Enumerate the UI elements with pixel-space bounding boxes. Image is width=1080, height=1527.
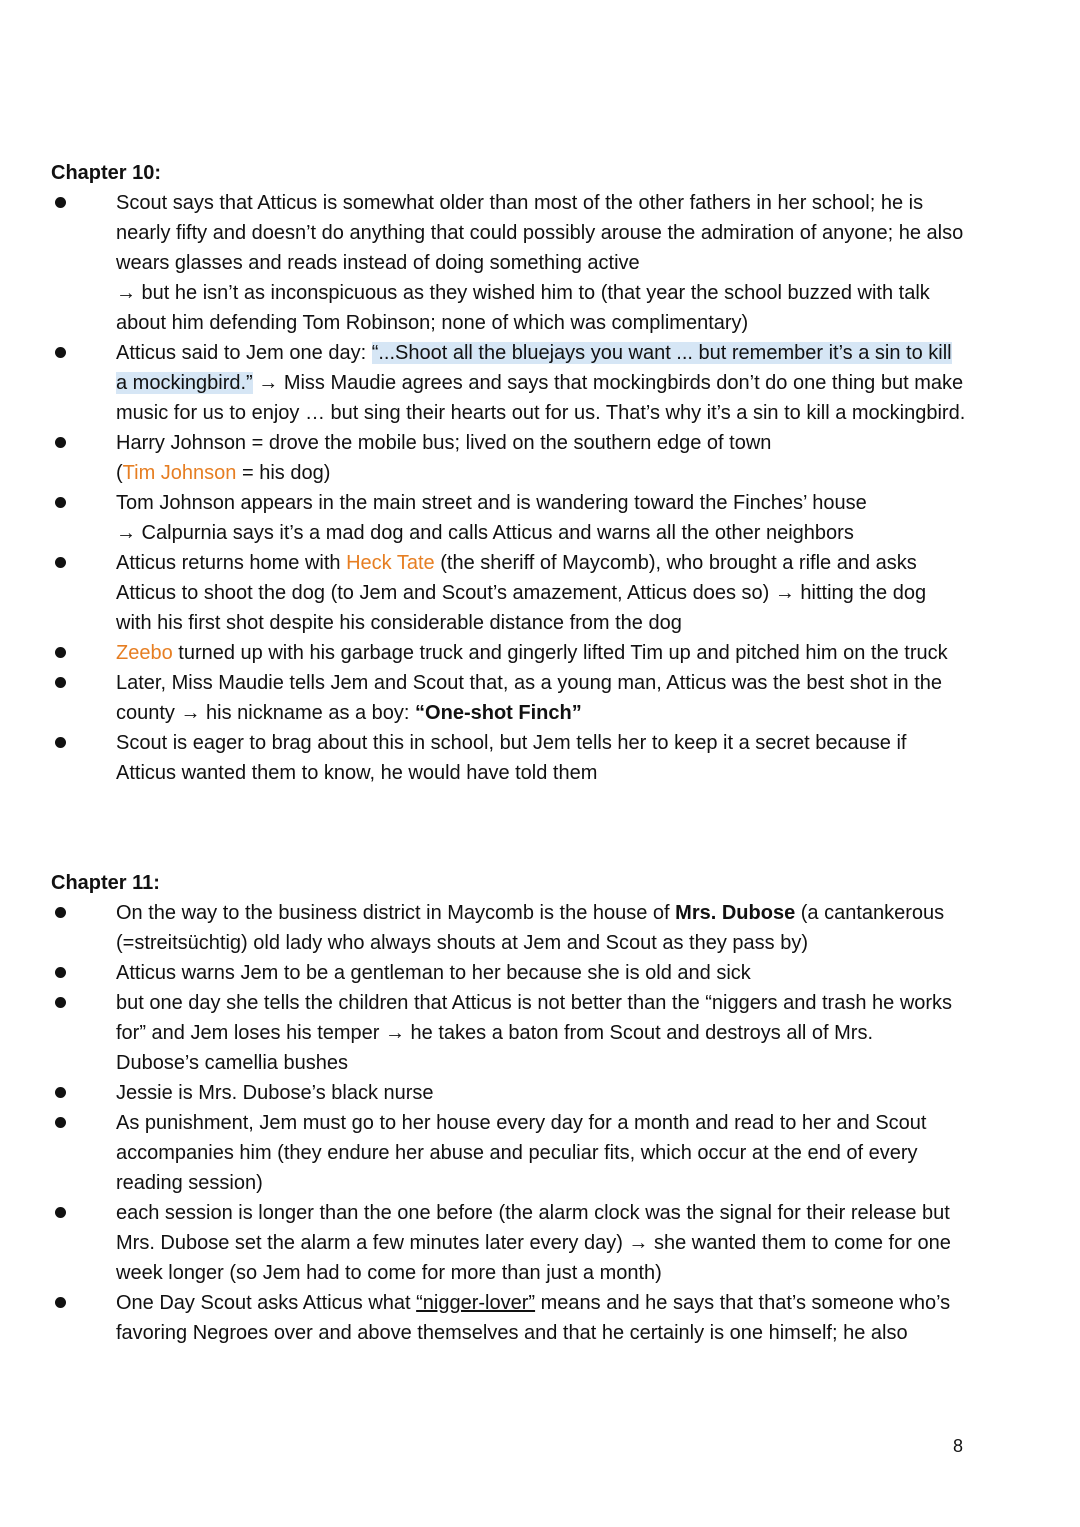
list-item [116, 488, 1051, 548]
text-line: → but he isn’t as inconspicuous as they wished him to (that year the school buzzed with talk [116, 282, 930, 304]
text-run: = his dog) [236, 462, 331, 484]
list-item [116, 1288, 1051, 1348]
bullet [55, 967, 66, 978]
text-line: Mrs. Dubose set the alarm a few minutes later every day) → she wanted them to come for one [116, 1232, 951, 1254]
text-line: (=streitsüchtig) old lady who always shouts at Jem and Scout as they pass by) [116, 932, 809, 954]
list-item [116, 1108, 1051, 1198]
text-line: → Calpurnia says it’s a mad dog and calls Atticus and warns all the other neighbors [116, 522, 854, 544]
chapter-11-heading: Chapter 11: [51, 872, 160, 894]
text-line: each session is longer than the one before (the alarm clock was the signal for their release but [116, 1202, 950, 1224]
list-item [116, 1198, 1051, 1288]
text-line [116, 698, 1051, 728]
text-run: On the way to the business district in Maycomb is the house of [116, 902, 676, 924]
text-line: Atticus to shoot the dog (to Jem and Scout’s amazement, Atticus does so) → hitting the dog [116, 582, 927, 604]
text-line [116, 548, 1051, 578]
list-item [116, 668, 1051, 728]
text-run: (a cantankerous [795, 902, 945, 924]
text-line [116, 1288, 1051, 1318]
highlighted-quote: “...Shoot all the bluejays you want ... but remember it’s a sin to kill [371, 342, 952, 364]
page-number: 8 [953, 1436, 964, 1456]
bullet [55, 1207, 66, 1218]
bullet [55, 557, 66, 568]
text-line: for” and Jem loses his temper → he takes a baton from Scout and destroys all of Mrs. [116, 1022, 874, 1044]
text-line: favoring Negroes over and above themselves and that he certainly is one himself; he also [116, 1322, 908, 1344]
list-item [116, 1078, 1051, 1108]
text-run: means and he says that that’s someone who’s [535, 1292, 951, 1314]
list-item [116, 958, 1051, 988]
bullet [55, 497, 66, 508]
text-line: wears glasses and reads instead of doing something active [116, 252, 640, 274]
text-run: county → his nickname as a boy: [116, 702, 416, 724]
bullet [55, 197, 66, 208]
text-line: Harry Johnson = drove the mobile bus; lived on the southern edge of town [116, 432, 772, 454]
text-line: Jessie is Mrs. Dubose’s black nurse [116, 1082, 434, 1104]
nickname: “One-shot Finch” [415, 702, 582, 724]
text-line: reading session) [116, 1172, 263, 1194]
text-line: Later, Miss Maudie tells Jem and Scout that, as a young man, Atticus was the best shot in the [116, 672, 942, 694]
text-line: accompanies him (they endure her abuse and peculiar fits, which occur at the end of every [116, 1142, 918, 1164]
list-item [116, 898, 1051, 958]
text-run: One Day Scout asks Atticus what [116, 1292, 417, 1314]
list-item [116, 988, 1051, 1078]
list-item [116, 638, 1051, 668]
bullet [55, 1297, 66, 1308]
text-run: turned up with his garbage truck and gingerly lifted Tim up and pitched him on the truck [172, 642, 948, 664]
list-item [116, 338, 1051, 428]
text-run: (the sheriff of Maycomb), who brought a rifle and asks [434, 552, 917, 574]
text-line [116, 638, 1051, 668]
list-item [116, 188, 1051, 338]
list-item [116, 728, 1051, 788]
text-line: Dubose’s camellia bushes [116, 1052, 348, 1074]
text-line: with his first shot despite his considerable distance from the dog [116, 612, 682, 634]
text-line: Atticus warns Jem to be a gentleman to her because she is old and sick [116, 962, 751, 984]
text-line: but one day she tells the children that Atticus is not better than the “niggers and trash he works [116, 992, 953, 1014]
text-line: As punishment, Jem must go to her house every day for a month and read to her and Scout [116, 1112, 927, 1134]
text-run: Atticus returns home with [116, 552, 347, 574]
character-name: Heck Tate [346, 552, 435, 574]
character-name: Mrs. Dubose [675, 902, 796, 924]
text-line: about him defending Tom Robinson; none of which was complimentary) [116, 312, 749, 334]
character-name: Tim Johnson [122, 462, 237, 484]
text-line [116, 458, 1051, 488]
chapter-10-heading: Chapter 10: [51, 162, 162, 184]
bullet [55, 997, 66, 1008]
text-line: music for us to enjoy … but sing their hearts out for us. That’s why it’s a sin to kill a mockingbird. [116, 402, 966, 424]
bullet [55, 1117, 66, 1128]
list-item [116, 428, 1051, 488]
bullet [55, 1087, 66, 1098]
bullet [55, 647, 66, 658]
text-line: Atticus wanted them to know, he would have told them [116, 762, 598, 784]
bullet [55, 437, 66, 448]
text-line: week longer (so Jem had to come for more than just a month) [116, 1262, 662, 1284]
text-line: nearly fifty and doesn’t do anything that could possibly arouse the admiration of anyone; he also [116, 222, 964, 244]
text-run: Atticus said to Jem one day: [116, 342, 372, 364]
bullet [55, 907, 66, 918]
underlined-term: “nigger-lover” [416, 1292, 536, 1314]
text-line: Tom Johnson appears in the main street and is wandering toward the Finches’ house [116, 492, 867, 514]
bullet [55, 347, 66, 358]
text-line: Scout says that Atticus is somewhat older than most of the other fathers in her school; he is [116, 192, 924, 214]
highlighted-quote: a mockingbird.” [116, 372, 253, 394]
list-item [116, 548, 1051, 638]
text-line [116, 368, 1051, 398]
bullet [55, 677, 66, 688]
bullet [55, 737, 66, 748]
text-line [116, 898, 1051, 928]
text-line: Scout is eager to brag about this in school, but Jem tells her to keep it a secret because if [116, 732, 907, 754]
character-name: Zeebo [116, 642, 173, 664]
text-run: ( [116, 462, 123, 484]
text-run: → Miss Maudie agrees and says that mockingbirds don’t do one thing but make [252, 372, 964, 394]
text-line [116, 338, 1051, 368]
